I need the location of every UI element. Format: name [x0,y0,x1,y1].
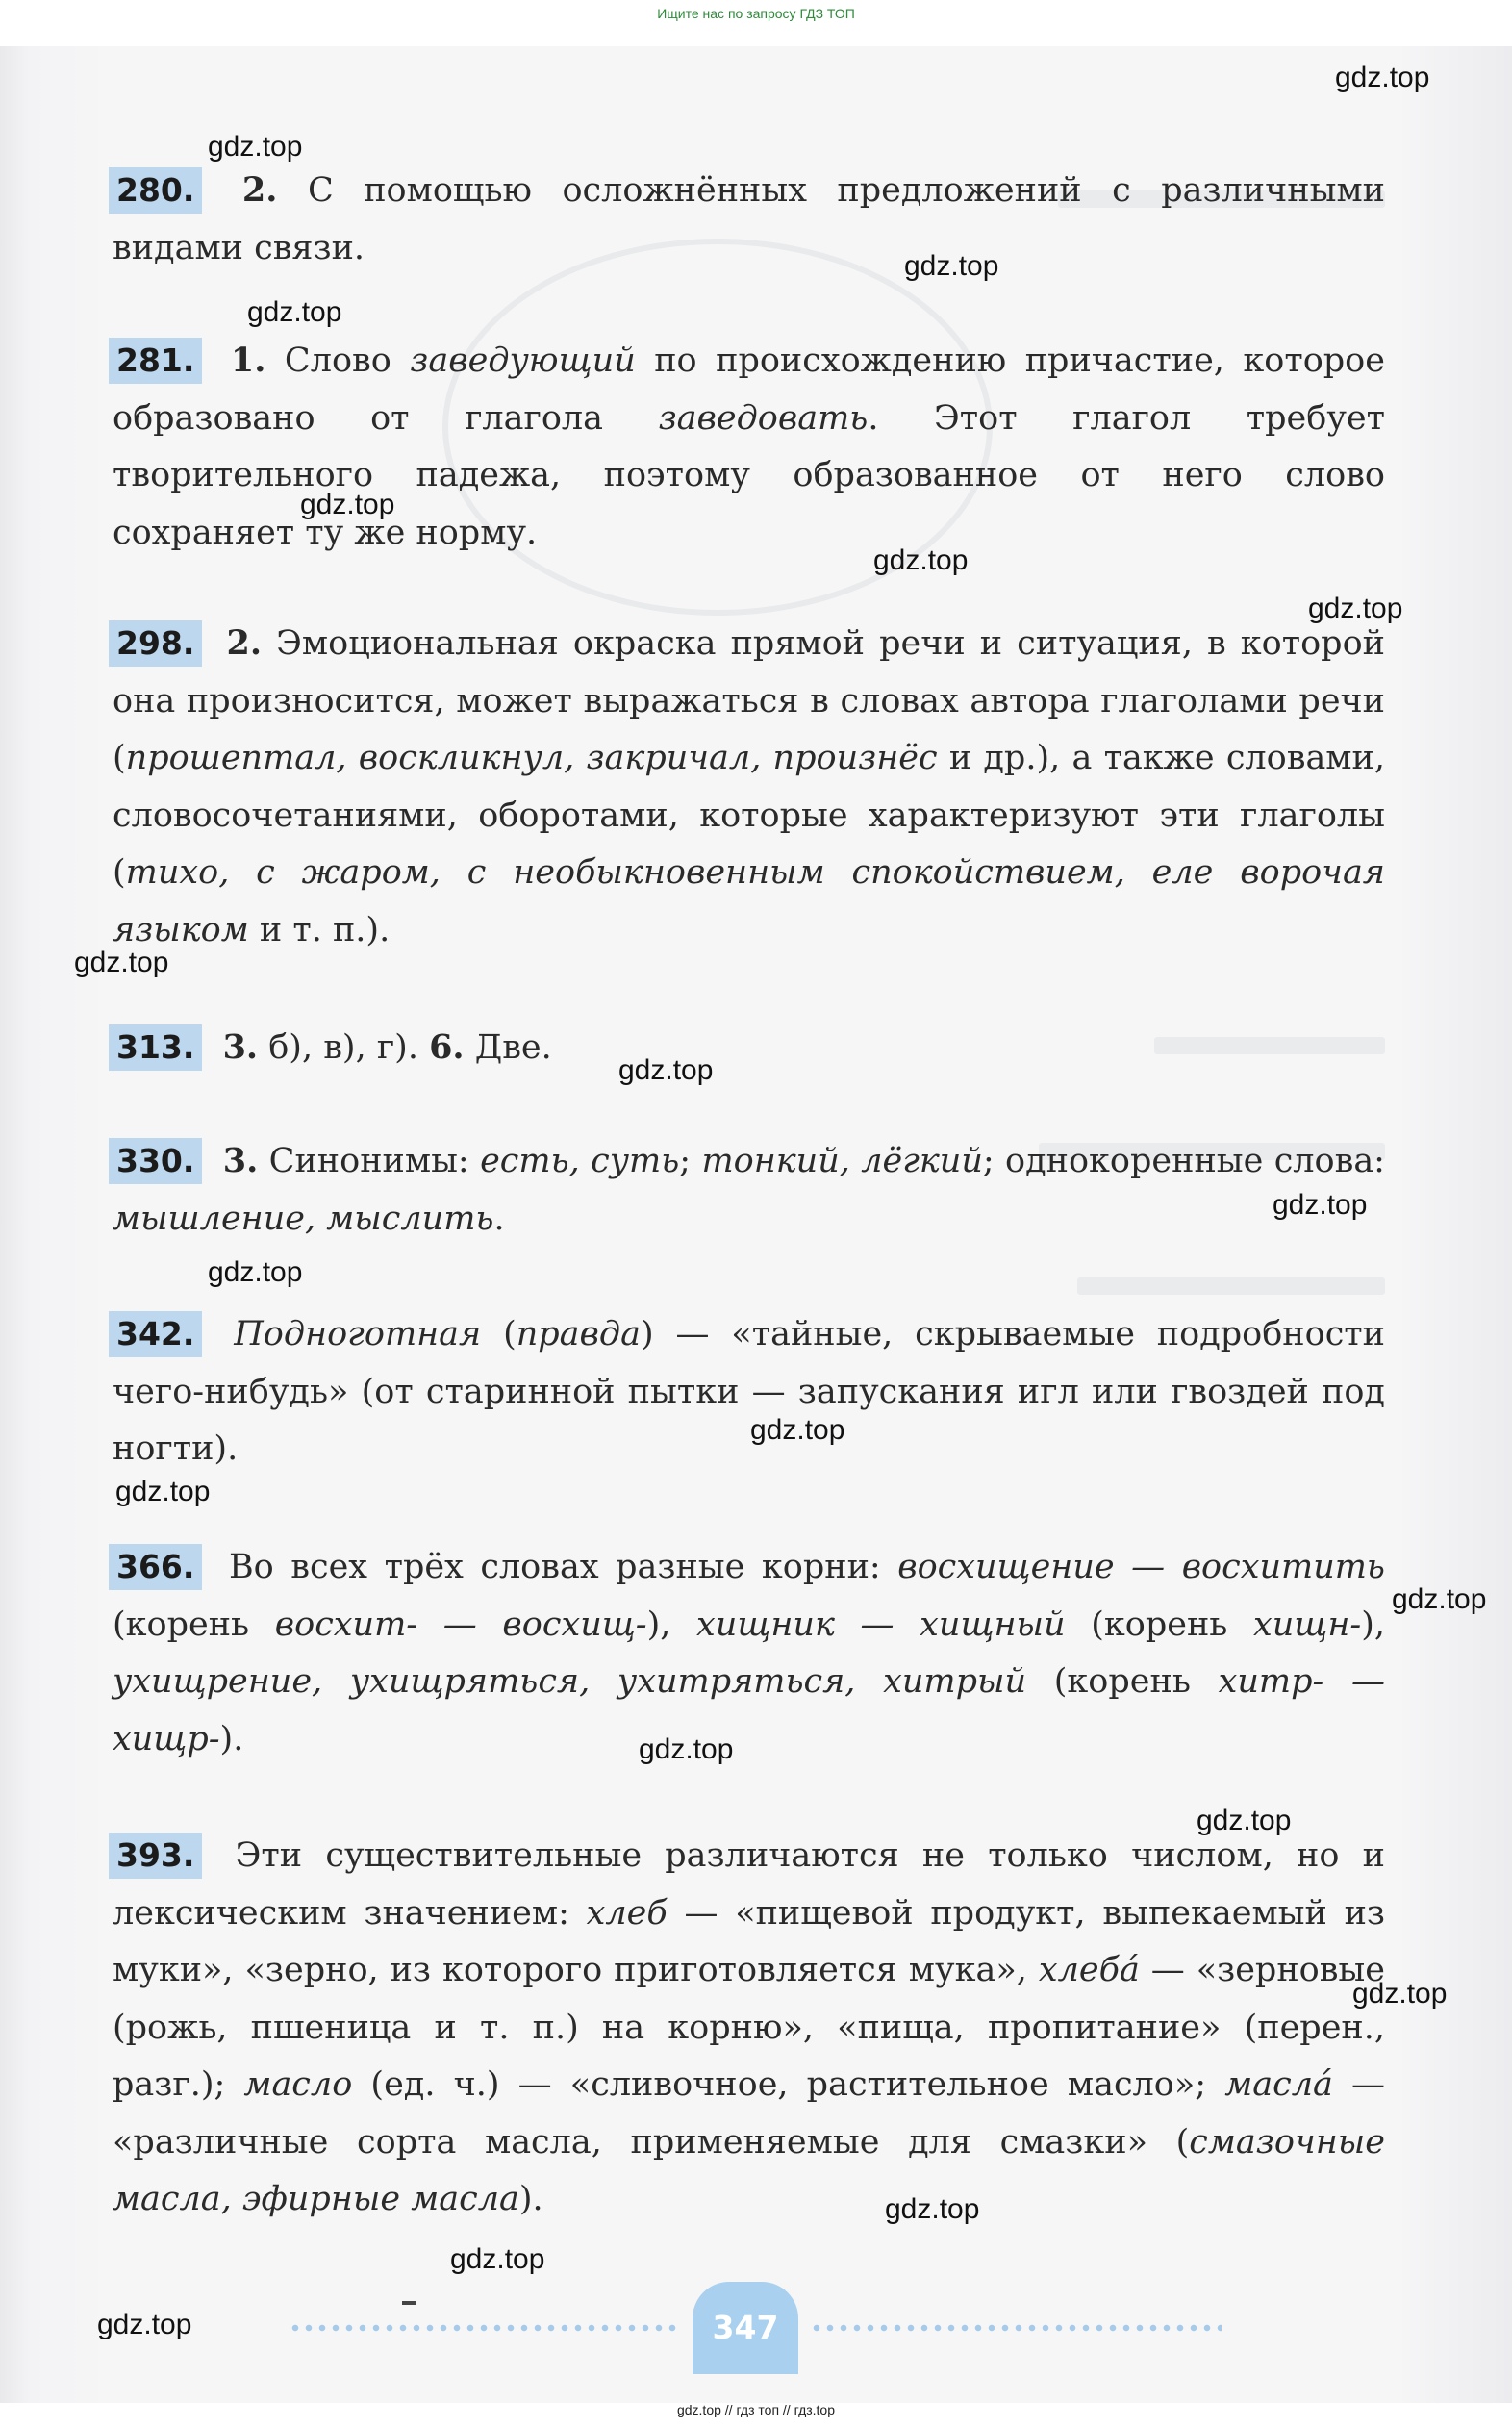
exercise-number: 366. [109,1544,202,1590]
promo-banner[interactable]: Ищите нас по запросу ГДЗ ТОП [657,6,855,21]
watermark[interactable]: gdz.top [1392,1583,1487,1615]
text-run: — «зерновые (рожь, пшеница и т. п.) на корню», «пища, пропитание» (перен., разг.); [113,1951,1385,2104]
text-run: ). [518,2180,543,2218]
task-number: 3. [222,1141,259,1180]
task-number: 1. [230,341,266,380]
text-run: Во всех трёх словах разные корни: [212,1548,898,1586]
footer-links[interactable]: gdz.top // гдз топ // гдз.top [676,2402,836,2417]
text-run: — «пищевой продукт, выпекаемый из муки», «зерно, из которого приготовляется мука», [113,1893,1386,1989]
italic-term: тонкий, лёгкий [701,1142,983,1180]
answer-text [113,1306,1385,1479]
task-number: 2. [226,623,263,663]
italic-term: правда [516,1315,641,1353]
text-run: Эти существительные различаются не только числом, но и лексическим значением: [113,1836,1385,1933]
text-run: С помощью осложнённых предложений с различными видами связи. [113,171,1385,267]
text-run: (корень [1026,1662,1219,1701]
text-run: Синонимы: [258,1142,481,1180]
text-run: ( [481,1315,517,1353]
watermark[interactable]: gdz.top [1335,62,1430,93]
italic-term: мышление, мыслить [113,1199,494,1238]
page-number: 347 [693,2282,798,2374]
bleed-through-line [1077,1277,1385,1295]
task-number: 3. [222,1027,259,1067]
text-run [212,171,242,210]
text-run: (корень [113,1605,275,1644]
italic-term: смазочные масла, эфирные масла [113,2122,1385,2218]
task-number: 6. [429,1027,465,1067]
answer-text [113,1828,1385,2229]
text-run: ) — «тайные, скрываемые подробности чего-нибудь» (от старинной пытки — запускания игл или гвоздей под ногти). [113,1315,1385,1468]
answer-313 [113,1019,1385,1077]
answer-text [113,162,1385,277]
italic-term: хлеб [586,1893,668,1933]
italic-term: хищник — хищный [696,1605,1066,1644]
watermark[interactable]: gdz.top [300,489,395,520]
text-run: — «различные сорта масла, применяемые для смазки» ( [113,2065,1385,2162]
text-run: ). [219,1719,244,1758]
text-run [212,1028,222,1067]
italic-term: хищн- [1253,1605,1362,1644]
exercise-number: 298. [109,620,202,667]
exercise-number: 313. [109,1024,202,1071]
watermark[interactable]: gdz.top [1352,1978,1448,2010]
italic-term: масло [243,2065,353,2104]
italic-term: масла́ [1224,2065,1333,2104]
text-run: по происхождению причастие, которое образовано от глагола [113,341,1385,438]
answer-393 [113,1828,1385,2229]
watermark[interactable]: gdz.top [1273,1189,1368,1221]
italic-term: восхищение — восхитить [897,1548,1385,1586]
watermark[interactable]: gdz.top [873,544,969,576]
italic-term: заведующий [410,341,636,380]
answer-280 [113,162,1385,277]
footer-dots-left [289,2324,681,2332]
exercise-number: 330. [109,1138,202,1184]
footer-dots-right [810,2324,1222,2332]
watermark[interactable]: gdz.top [450,2243,545,2275]
watermark[interactable]: gdz.top [1308,593,1403,624]
exercise-number: 281. [109,338,202,384]
exercise-number: 342. [109,1311,202,1357]
text-run: . Этот глагол требует творительного падежа, поэтому образованное от него слово сохраняет ту же норму. [113,398,1385,552]
text-run: (корень [1065,1605,1254,1644]
watermark[interactable]: gdz.top [750,1414,845,1446]
italic-term: хлеба́ [1038,1951,1140,1989]
text-run: ; однокоренные слова: [982,1142,1385,1180]
text-run: (ед. ч.) — «сливочное, растительное масло»; [352,2065,1225,2104]
text-run: ), [646,1605,697,1644]
watermark[interactable]: gdz.top [208,131,303,163]
italic-term: есть, суть [480,1142,680,1180]
answer-text [113,615,1385,959]
exercise-number: 393. [109,1833,202,1879]
answer-281 [113,332,1385,562]
text-run [212,1142,222,1180]
italic-term: прошептал, воскликнул, закричал, произнёс [125,739,938,777]
answer-298 [113,615,1385,959]
text-run: . [493,1199,505,1238]
text-run [212,624,226,663]
watermark[interactable]: gdz.top [618,1054,714,1086]
answer-330 [113,1132,1385,1248]
italic-term: тихо, с жаром, с необыкновенным спокойствием, еле ворочая языком [113,853,1385,949]
italic-term: ухищрение, ухищряться, ухитряться, хитрый [113,1662,1027,1701]
watermark[interactable]: gdz.top [885,2193,980,2225]
print-mark [402,2301,416,2305]
watermark[interactable]: gdz.top [1197,1805,1292,1836]
answer-text [113,1132,1385,1248]
exercise-number: 280. [109,167,202,214]
watermark[interactable]: gdz.top [904,250,999,282]
task-number: 2. [241,170,278,210]
watermark[interactable]: gdz.top [639,1733,734,1765]
text-run: ; [679,1142,702,1180]
text-run [212,341,230,380]
text-run: Две. [464,1028,552,1067]
watermark[interactable]: gdz.top [208,1256,303,1288]
italic-term: восхит- — восхищ- [274,1605,647,1644]
answer-text [113,332,1385,562]
italic-term: Подноготная [234,1315,482,1353]
text-run: б), в), г). [258,1028,430,1067]
watermark[interactable]: gdz.top [115,1476,211,1507]
watermark[interactable]: gdz.top [247,296,342,328]
answer-text [113,1019,1385,1077]
text-run [212,1315,234,1353]
text-run: Эмоциональная окраска прямой речи и ситуация, в которой она произносится, может выражаться в словах автора глаголами речи ( [113,624,1385,777]
watermark[interactable]: gdz.top [74,947,169,978]
watermark[interactable]: gdz.top [97,2309,192,2340]
text-run: и др.), а также словами, словосочетаниями, оборотами, которые характеризуют эти глаголы ( [113,739,1385,892]
italic-term: заведовать [658,398,869,438]
italic-term: хитр- — хищр- [113,1662,1386,1758]
answer-text [113,1539,1385,1768]
answer-366 [113,1539,1385,1768]
text-run: ), [1361,1605,1385,1644]
text-run: Слово [265,341,411,380]
answer-342 [113,1306,1385,1479]
text-run: и т. п.). [248,910,391,949]
